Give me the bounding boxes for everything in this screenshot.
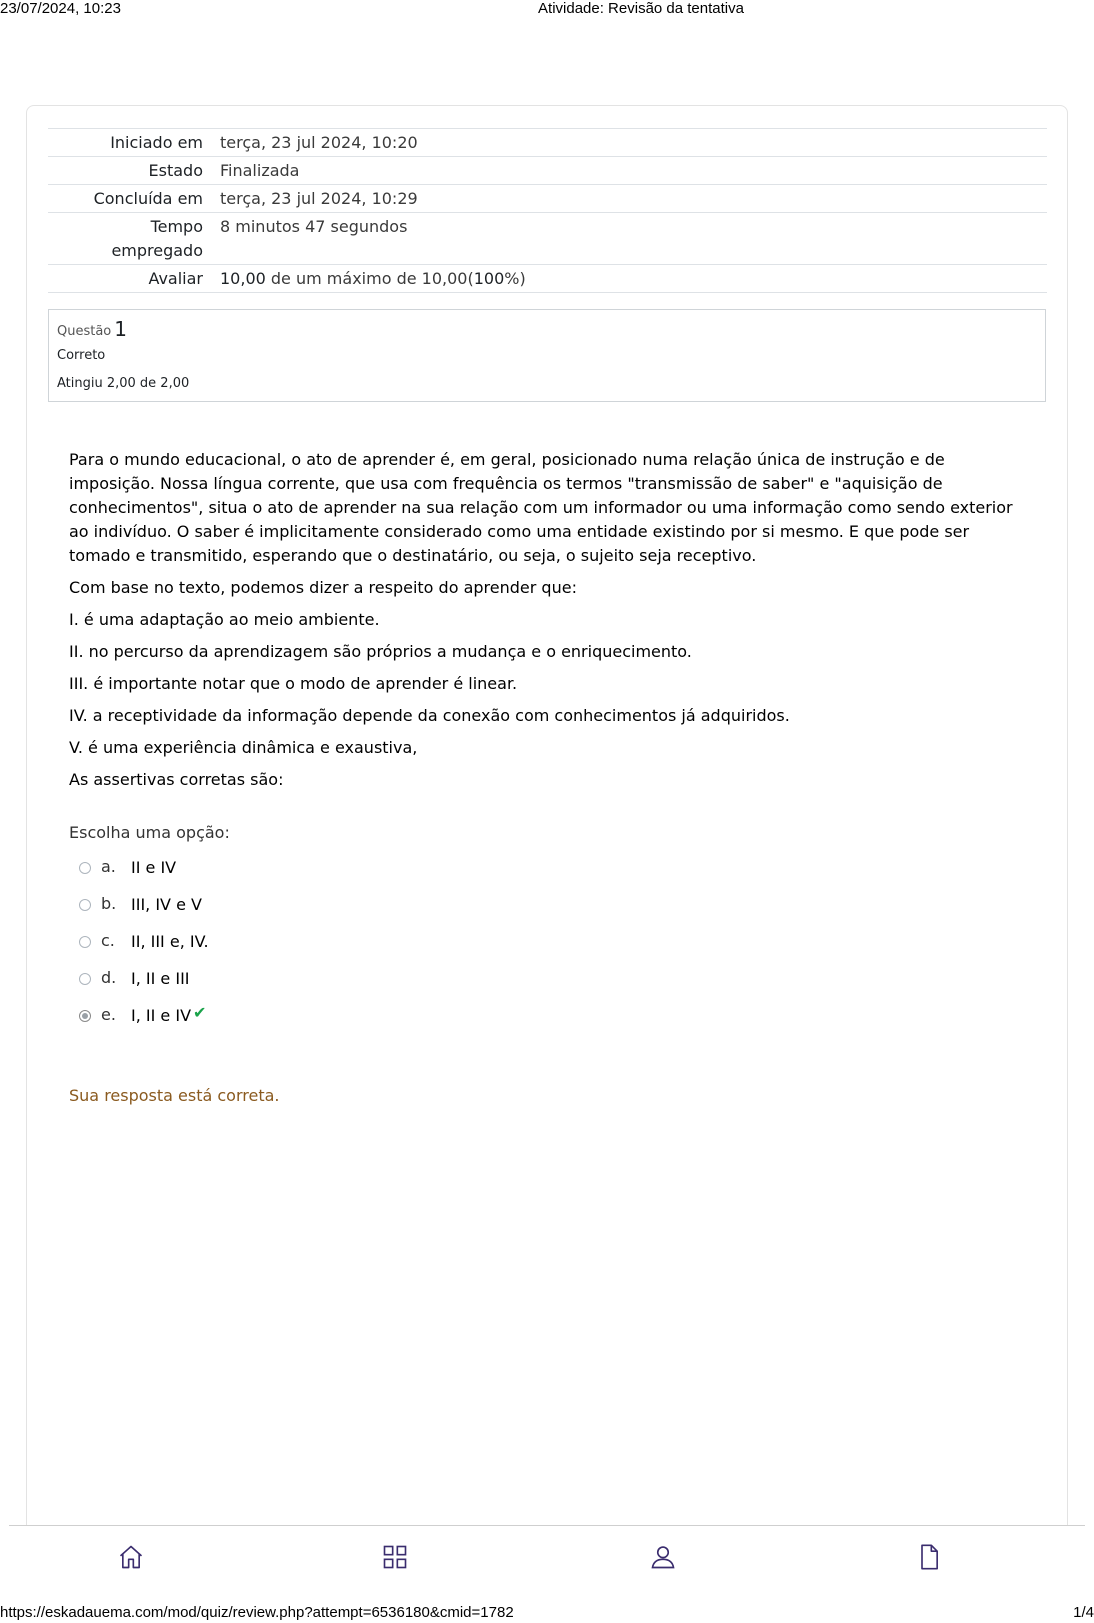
answer-prompt: Escolha uma opção: [69,823,230,842]
answer-option-d[interactable] [69,960,209,997]
summary-value: 8 minutos 47 segundos [220,217,408,236]
radio-button[interactable] [79,936,91,948]
summary-row-started [48,128,1047,156]
summary-label: Iniciado em [110,133,203,152]
document-icon[interactable] [915,1543,943,1571]
summary-value: terça, 23 jul 2024, 10:29 [220,189,418,208]
home-icon[interactable] [117,1543,145,1571]
option-letter: d. [101,967,117,987]
user-profile-icon[interactable] [649,1543,677,1571]
option-text: I, II e IV [131,1006,192,1025]
print-header [0,0,1094,16]
question-prefix: Questão [57,324,112,339]
correct-check-icon: ✔ [193,1003,207,1022]
summary-row-grade [48,264,1047,293]
question-text [69,448,1029,800]
grade-percent: 100 [473,269,505,288]
dashboard-grid-icon[interactable] [381,1543,409,1571]
answer-options [69,849,209,1034]
option-text: III, IV e V [131,895,202,914]
question-paragraph: II. no percurso da aprendizagem são próprios a mudança e o enriquecimento. [69,642,692,661]
summary-label: Estado [148,161,203,180]
question-paragraph: Com base no texto, podemos dizer a respeito do aprender que: [69,578,577,597]
question-paragraph: IV. a receptividade da informação depende da conexão com conhecimentos já adquiridos. [69,706,790,725]
summary-label: Concluída em [93,189,203,208]
option-letter: a. [101,856,116,876]
radio-button-selected[interactable] [79,1010,91,1022]
print-page-number: 1/4 [1073,1604,1094,1621]
question-mark: Atingiu 2,00 de 2,00 [57,376,190,391]
grade-value: 10,00 [220,269,266,288]
answer-option-c[interactable] [69,923,209,960]
attempt-summary-table [48,128,1047,293]
print-datetime: 23/07/2024, 10:23 [0,0,121,17]
option-text: II, III e, IV. [131,932,209,951]
summary-value: terça, 23 jul 2024, 10:20 [220,133,418,152]
grade-percent-suffix: %) [504,269,526,288]
summary-row-state [48,156,1047,184]
print-page-title: Atividade: Revisão da tentativa [538,0,744,17]
answer-option-a[interactable] [69,849,209,886]
print-url: https://eskadauema.com/mod/quiz/review.php?attempt=6536180&cmid=1782 [0,1604,514,1621]
grade-max-text: de um máximo de 10,00( [265,269,474,288]
question-paragraph: As assertivas corretas são: [69,770,284,789]
radio-button[interactable] [79,973,91,985]
question-info-box [48,309,1046,402]
option-text: I, II e III [131,969,190,988]
summary-row-time-taken [48,212,1047,264]
question-paragraph: V. é uma experiência dinâmica e exaustiva, [69,738,418,757]
option-letter: b. [101,893,117,913]
radio-button[interactable] [79,862,91,874]
radio-button[interactable] [79,899,91,911]
option-letter: c. [101,930,115,950]
print-footer [0,1604,1094,1620]
option-letter: e. [101,1004,116,1024]
option-text: II e IV [131,858,177,877]
summary-value: Finalizada [220,161,300,180]
question-paragraph: III. é importante notar que o modo de aprender é linear. [69,674,518,693]
answer-option-b[interactable] [69,886,209,923]
answer-option-e[interactable] [69,997,209,1034]
summary-value [220,267,526,291]
summary-label: Avaliar [148,269,203,288]
answer-feedback: Sua resposta está correta. [69,1086,280,1105]
question-state: Correto [57,348,106,363]
question-paragraph: I. é uma adaptação ao meio ambiente. [69,610,380,629]
summary-row-completed [48,184,1047,212]
summary-label: Tempo empregado [111,217,203,260]
question-paragraph: Para o mundo educacional, o ato de aprender é, em geral, posicionado numa relação única de instrução e de imposição. Nossa língua corrente, que usa com frequência os termos "transmissão de saber" e "aquisição de conhecimentos", situa o ato de aprender na sua relação com um informador ou uma informação como sendo exterior ao indivíduo. O saber é implicitamente considerado como uma entidade existindo por si mesmo. E que pode ser tomado e transmitido, esperando que o destinatário, ou seja, o sujeito seja receptivo. [69,450,1013,565]
question-number-value: 1 [114,317,127,341]
bottom-navigation-bar [9,1525,1085,1586]
question-number [57,316,1037,342]
